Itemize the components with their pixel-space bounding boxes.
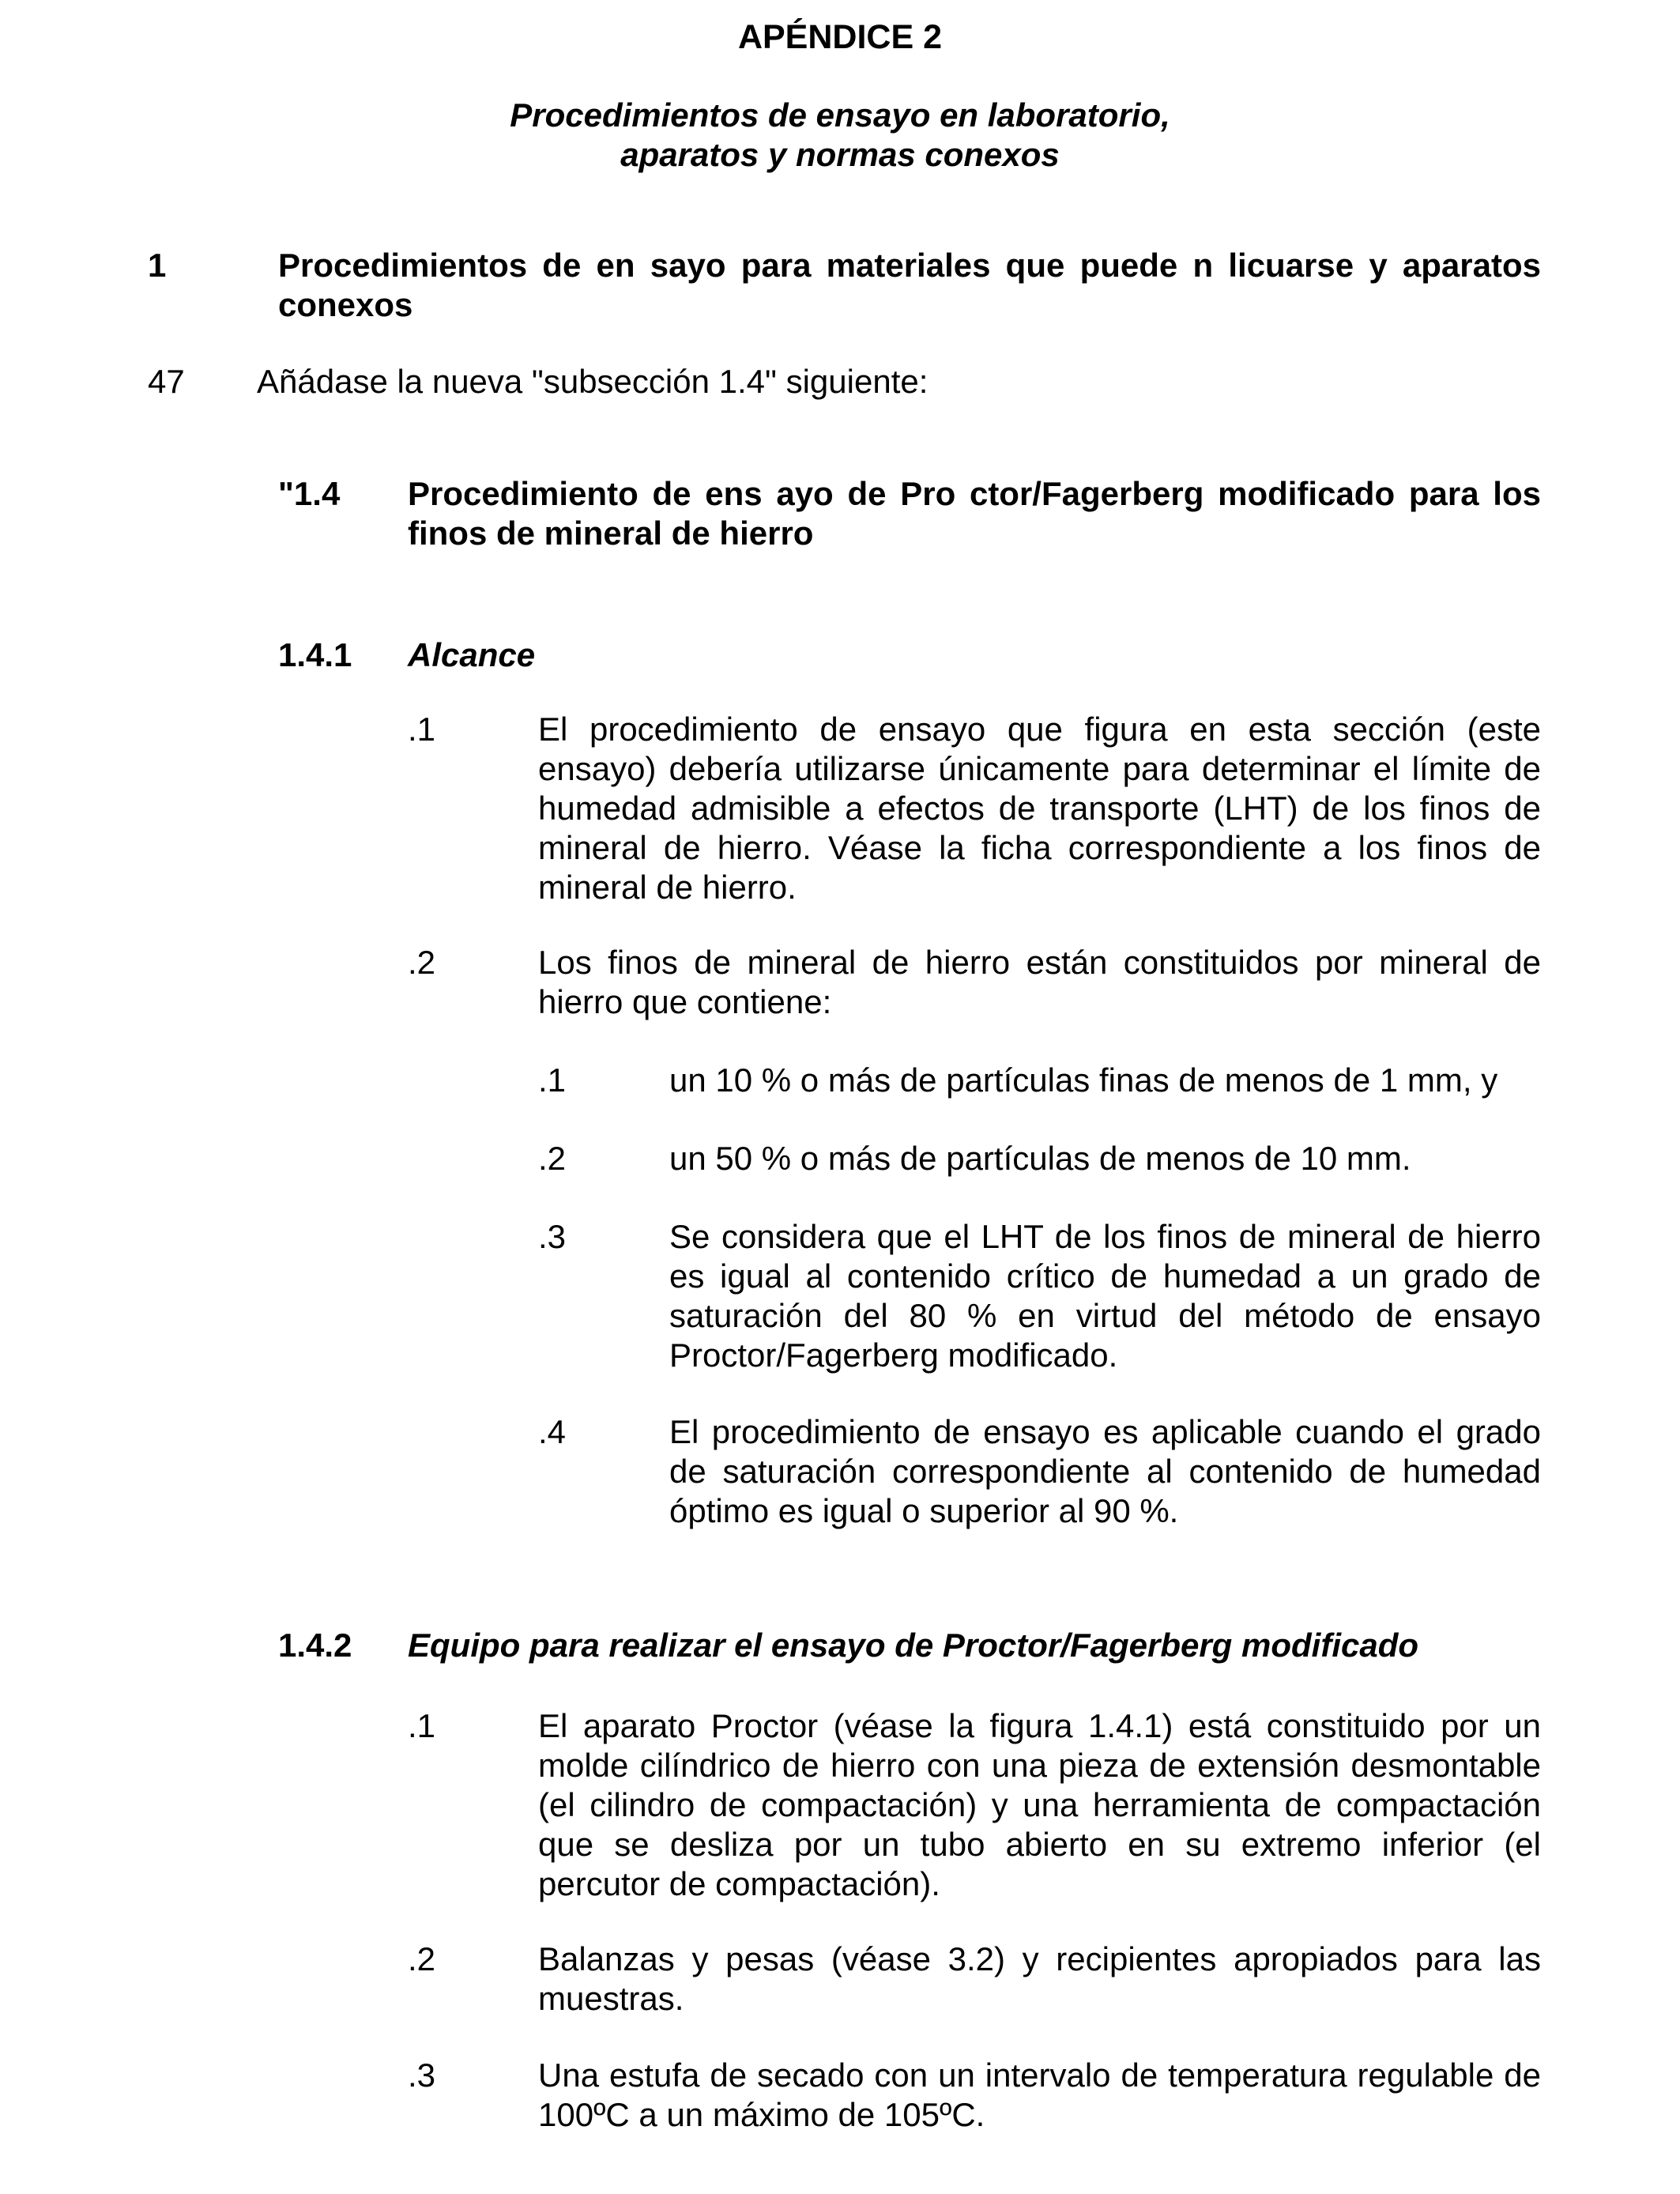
- appendix-title: APÉNDICE 2: [737, 18, 943, 56]
- amendment-number: 47: [148, 363, 185, 400]
- subtitle-line-1: Procedimientos de ensayo en laboratorio,: [510, 96, 1170, 134]
- subsection-1-4-1-number: 1.4.1: [278, 636, 352, 673]
- item-label: .2: [408, 1940, 436, 1977]
- item-label: .1: [408, 711, 436, 748]
- item-text: El aparato Proctor (véase la figura 1.4.1) está constituido por un molde cilíndrico de hierro con una pieza de extensión desmontable (el cilindro de compactación) y una herramienta de compactación que se desliza por un tubo abierto en su extremo inferior (el percutor de compactación).: [538, 1707, 1541, 1902]
- section-1-title: Procedimientos de en sayo para materiales que puede n licuarse y aparatos conexos: [278, 247, 1541, 323]
- subitem-label: .1: [538, 1061, 567, 1099]
- item-text: Los finos de mineral de hierro están constituidos por mineral de hierro que contiene:: [538, 944, 1541, 1020]
- subitem-label: .2: [538, 1140, 567, 1177]
- subitem-label: .4: [538, 1413, 567, 1450]
- item-text: El procedimiento de ensayo que figura en esta sección (este ensayo) debería utilizarse únicamente para determinar el límite de humedad admisible a efectos de transporte (LHT) de los finos de mineral de hierro. Véase la ficha correspondiente a los finos de mineral de hierro.: [538, 711, 1541, 906]
- subitem-text: El procedimiento de ensayo es aplicable cuando el grado de saturación correspondiente al contenido de humedad óptimo es igual o superior al 90 %.: [669, 1413, 1541, 1529]
- subitem-label: .3: [538, 1218, 567, 1255]
- item-text: Una estufa de secado con un intervalo de temperatura regulable de 100ºC a un máximo de 105ºC.: [538, 2056, 1541, 2133]
- item-label: .2: [408, 944, 436, 981]
- subitem-text: Se considera que el LHT de los finos de mineral de hierro es igual al contenido crítico de humedad a un grado de saturación del 80 % en virtud del método de ensayo Proctor/Fagerberg modificado.: [669, 1218, 1541, 1374]
- subsection-1-4-2-number: 1.4.2: [278, 1627, 352, 1664]
- section-1-number: 1: [148, 247, 167, 284]
- subitem-text: un 50 % o más de partículas de menos de 10 mm.: [669, 1140, 1411, 1177]
- amendment-text: Añádase la nueva "subsección 1.4" siguiente:: [257, 363, 929, 400]
- item-label: .3: [408, 2056, 436, 2094]
- subtitle-line-2: aparatos y normas conexos: [620, 136, 1060, 173]
- subitem-text: un 10 % o más de partículas finas de menos de 1 mm, y: [669, 1061, 1498, 1099]
- item-text: Balanzas y pesas (véase 3.2) y recipientes apropiados para las muestras.: [538, 1940, 1541, 2017]
- item-label: .1: [408, 1707, 436, 1744]
- subsection-1-4-number: "1.4: [278, 475, 341, 512]
- subsection-1-4-title: Procedimiento de ens ayo de Pro ctor/Fagerberg modificado para los finos de mineral de hierro: [408, 475, 1541, 552]
- subsection-1-4-2-title: Equipo para realizar el ensayo de Proctor/Fagerberg modificado: [408, 1627, 1419, 1664]
- subsection-1-4-1-title: Alcance: [408, 636, 536, 673]
